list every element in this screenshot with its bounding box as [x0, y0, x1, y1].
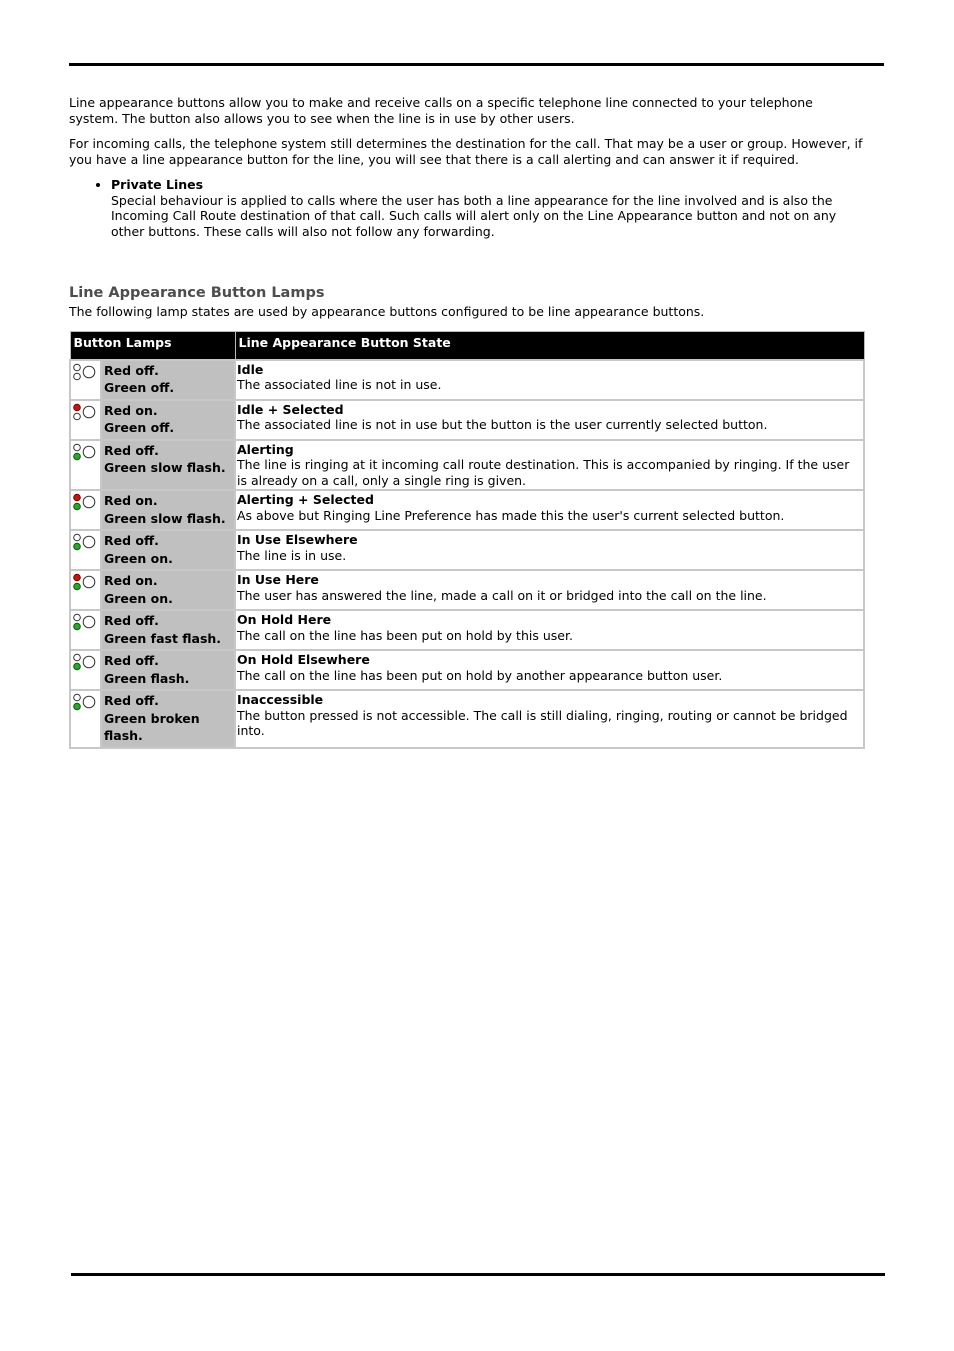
button-state-cell	[235, 400, 864, 440]
lamp-icon-cell	[70, 440, 101, 491]
state-title: Idle + Selected	[237, 401, 344, 417]
button-icon	[83, 366, 95, 378]
lamp-icon-cell	[70, 690, 101, 748]
red-lamp-label: Red on.	[104, 573, 158, 588]
lamp-icon-cell	[70, 360, 101, 400]
green-lamp-label: Green on.	[104, 550, 173, 566]
red-lamp-label: Red off.	[104, 362, 159, 378]
green-lamp-label: Green on.	[104, 590, 173, 606]
green-lamp-icon	[74, 413, 81, 420]
lamp-icon-cell	[70, 610, 101, 650]
button-icon	[83, 406, 95, 418]
intro-paragraph-2: For incoming calls, the telephone system still determines the destination for the call. That may be a user or group. However, if you have a line appearance button for the line, you will see that there is a call alerting and can answer it if required.	[69, 136, 863, 167]
green-lamp-label: Green off.	[104, 420, 175, 435]
lamp-state-cell	[101, 650, 235, 690]
table-row	[70, 690, 864, 748]
table-row	[70, 360, 864, 400]
lamp-state-cell	[101, 530, 235, 570]
header-rule	[69, 63, 884, 66]
red-lamp-label: Red off.	[104, 653, 159, 668]
green-lamp-icon	[74, 703, 81, 710]
lamp-icon-cell	[70, 570, 101, 610]
lamp-icon-cell	[70, 490, 101, 530]
state-description: The associated line is not in use but the button is the user currently selected button.	[237, 417, 768, 432]
bullet-title: • Private Lines	[111, 177, 204, 192]
lamp-state-cell	[101, 360, 235, 400]
button-icon	[83, 576, 95, 588]
green-lamp-label: Green flash.	[104, 670, 190, 686]
green-lamp-icon	[74, 503, 81, 510]
button-state-cell	[235, 490, 864, 530]
lamp-states-table	[69, 331, 865, 749]
button-icon	[83, 656, 95, 668]
state-title: Alerting + Selected	[237, 492, 374, 507]
page-content	[69, 95, 865, 749]
red-lamp-label: Red off.	[104, 613, 159, 628]
header-button-lamps: Button Lamps	[70, 331, 235, 360]
footer-rule	[71, 1273, 885, 1276]
table-row	[70, 530, 864, 570]
table-row	[70, 400, 864, 440]
red-lamp-label: Red on.	[104, 402, 158, 418]
state-title: Idle	[237, 361, 264, 377]
button-lamp-icon	[72, 653, 98, 673]
bullet-list	[69, 177, 865, 239]
state-description: The line is ringing at it incoming call route destination. This is accompanied by ringing. If the user is already on a call, only a single ring is given.	[237, 457, 850, 488]
red-lamp-icon	[74, 614, 81, 621]
list-item	[111, 177, 865, 239]
state-description: The call on the line has been put on hold by this user.	[237, 627, 573, 643]
button-lamp-icon	[72, 363, 98, 383]
button-icon	[83, 536, 95, 548]
red-lamp-label: Red off.	[104, 533, 159, 548]
green-lamp-icon	[74, 663, 81, 670]
green-lamp-label: Green slow flash.	[104, 510, 226, 526]
lamp-state-cell	[101, 490, 235, 530]
button-state-cell	[235, 440, 864, 491]
button-icon	[83, 696, 95, 708]
bullet-text: Special behaviour is applied to calls where the user has both a line appearance for the line involved and is also the Incoming Call Route destination of that call. Such calls will alert only on the Line Appearance button and not on any other buttons. These calls will also not follow any forwarding.	[111, 192, 837, 239]
button-lamp-icon	[72, 573, 98, 593]
lamp-icon-cell	[70, 530, 101, 570]
green-lamp-label: Green slow flash.	[104, 460, 226, 475]
state-title: On Hold Elsewhere	[237, 652, 370, 667]
button-lamp-icon	[72, 613, 98, 633]
button-state-cell	[235, 690, 864, 748]
lamp-icon-cell	[70, 400, 101, 440]
green-lamp-label: Green off.	[104, 380, 175, 395]
button-state-cell	[235, 650, 864, 690]
button-lamp-icon	[72, 493, 98, 513]
red-lamp-icon	[74, 654, 81, 661]
button-state-cell	[235, 610, 864, 650]
header-button-state: Line Appearance Button State	[235, 331, 864, 360]
section-heading: Line Appearance Button Lamps	[69, 285, 325, 301]
red-lamp-label: Red off.	[104, 693, 159, 708]
button-lamp-icon	[72, 693, 98, 713]
green-lamp-icon	[74, 453, 81, 460]
red-lamp-icon	[74, 534, 81, 541]
button-icon	[83, 616, 95, 628]
state-title: Inaccessible	[237, 692, 324, 707]
state-description: As above but Ringing Line Preference has made this the user's current selected button.	[237, 507, 785, 523]
red-lamp-icon	[74, 574, 81, 581]
red-lamp-icon	[74, 494, 81, 501]
button-state-cell	[235, 530, 864, 570]
state-title: In Use Here	[237, 572, 319, 587]
state-description: The user has answered the line, made a call on it or bridged into the call on the line.	[237, 587, 767, 603]
button-lamp-icon	[72, 403, 98, 423]
table-row	[70, 490, 864, 530]
red-lamp-icon	[74, 364, 81, 371]
lamp-state-cell	[101, 690, 235, 748]
green-lamp-icon	[74, 583, 81, 590]
lamp-state-cell	[101, 440, 235, 491]
lamp-state-cell	[101, 610, 235, 650]
lamp-icon-cell	[70, 650, 101, 690]
table-row	[70, 650, 864, 690]
table-row	[70, 610, 864, 650]
button-state-cell	[235, 360, 864, 400]
section-intro: The following lamp states are used by appearance buttons configured to be line appearance buttons.	[69, 304, 705, 319]
button-state-cell	[235, 570, 864, 610]
red-lamp-icon	[74, 404, 81, 411]
state-title: In Use Elsewhere	[237, 532, 358, 547]
lamp-state-cell	[101, 570, 235, 610]
green-lamp-icon	[74, 623, 81, 630]
button-icon	[83, 446, 95, 458]
table-row	[70, 570, 864, 610]
button-lamp-icon	[72, 533, 98, 553]
green-lamp-label: Green broken flash.	[104, 710, 200, 743]
state-description: The button pressed is not accessible. The call is still dialing, ringing, routing or cannot be bridged into.	[237, 707, 848, 738]
red-lamp-icon	[74, 694, 81, 701]
button-lamp-icon	[72, 443, 98, 463]
green-lamp-icon	[74, 373, 81, 380]
red-lamp-label: Red off.	[104, 442, 159, 458]
state-title: Alerting	[237, 441, 294, 457]
red-lamp-label: Red on.	[104, 493, 158, 508]
table-body	[70, 360, 864, 748]
red-lamp-icon	[74, 444, 81, 451]
intro-paragraph-1: Line appearance buttons allow you to make and receive calls on a specific telephone line connected to your telephone system. The button also allows you to see when the line is in use by other users.	[69, 95, 813, 126]
green-lamp-label: Green fast flash.	[104, 630, 222, 646]
state-description: The call on the line has been put on hold by another appearance button user.	[237, 667, 723, 683]
green-lamp-icon	[74, 543, 81, 550]
state-description: The line is in use.	[237, 547, 347, 563]
button-icon	[83, 496, 95, 508]
state-description: The associated line is not in use.	[237, 377, 442, 392]
table-header-row	[70, 331, 864, 360]
lamp-state-cell	[101, 400, 235, 440]
table-row	[70, 440, 864, 491]
state-title: On Hold Here	[237, 612, 332, 627]
